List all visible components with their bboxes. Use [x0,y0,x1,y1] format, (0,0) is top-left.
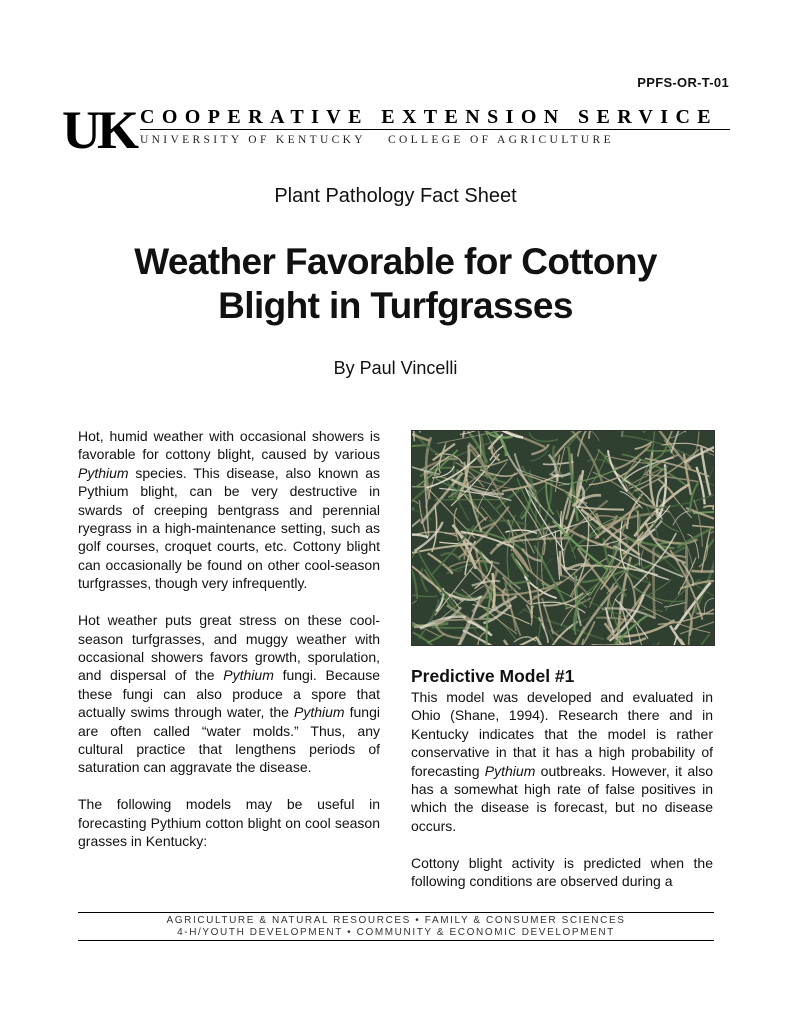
title-line-2: Blight in Turfgrasses [218,285,573,326]
document-title [60,240,731,328]
turfgrass-photo [411,430,715,646]
university-name: UNIVERSITY OF KENTUCKY [140,134,366,146]
model-conditions-paragraph: Cottony blight activity is predicted when the following conditions are observed during a [411,854,713,890]
title-line-1: Weather Favorable for Cottony [134,241,657,282]
uk-logo: UK [62,100,135,160]
intro-paragraph: Hot, humid weather with occasional showers is favorable for cottony blight, caused by various Pythium species. This disease, also known as Pythium blight, can be very destructive in swards of creeping bentgrass and perennial ryegrass in a high-maintenance setting, such as golf courses, croquet courts, etc. Cottony blight can occasionally be found on other cool-season turfgrasses, though very infrequently. [78,428,380,592]
left-column [78,427,380,869]
masthead-rule [140,129,730,130]
turfgrass-photo-image [412,431,714,645]
series-label: Plant Pathology Fact Sheet [274,185,517,207]
model-description-paragraph: This model was developed and evaluated in Ohio (Shane, 1994). Research there and in Kentucky indicates that the model is rather conservative in that it has a high probability of forecasting Pythium outbreaks. However, it also has a somewhat high rate of false positives in which the disease is forecast, but no disease occurs. [411,689,713,834]
section-heading: Predictive Model #1 [411,666,575,686]
right-column [411,665,713,909]
footer-programs-line-2: 4-H/YOUTH DEVELOPMENT • COMMUNITY & ECONOMIC DEVELOPMENT [177,927,615,938]
footer-programs-line-1: AGRICULTURE & NATURAL RESOURCES • FAMILY & CONSUMER SCIENCES [166,915,626,926]
organization-name: COOPERATIVE EXTENSION SERVICE [140,106,719,128]
footer-rule-bottom [78,940,714,941]
author-byline: By Paul Vincelli [333,358,458,378]
masthead-subtitle [140,133,730,147]
conditions-paragraph: Hot weather puts great stress on these cool-season turfgrasses, and muggy weather with occasional showers favors growth, sporulation, and dispersal of the Pythium fungi. Because these fungi can also produce a spore that actually swims through water, the Pythium fungi are often called “water molds.” Thus, any cultural practice that lengthens periods of saturation can aggravate the disease. [78,612,380,776]
college-name: COLLEGE OF AGRICULTURE [387,134,614,146]
footer-rule-top [78,912,714,913]
models-intro-paragraph: The following models may be useful in forecasting Pythium cotton blight on cool season grasses in Kentucky: [78,796,380,850]
publication-code: PPFS-OR-T-01 [637,75,729,90]
